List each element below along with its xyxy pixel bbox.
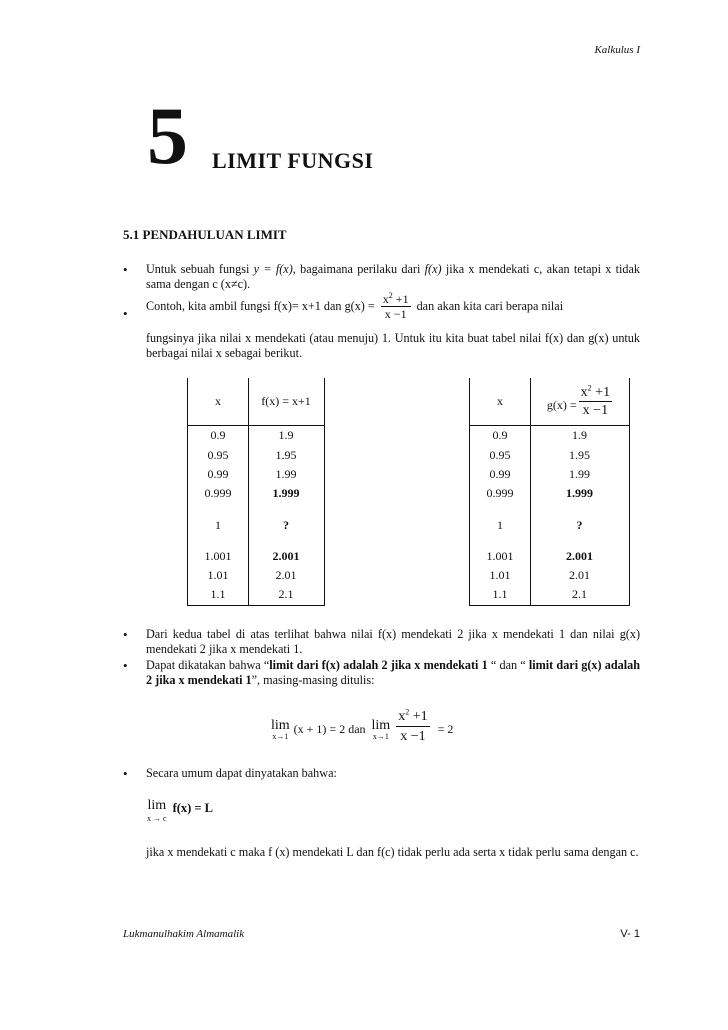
- text-run: jika x mendekati c, akan tetapi x tidak sama dengan c (x≠c).: [146, 262, 641, 291]
- table-header-row: [470, 378, 629, 426]
- table-header-cell: x: [215, 394, 221, 408]
- footer-page-number: V- 1: [620, 928, 640, 940]
- table-row: [188, 445, 324, 465]
- table-cell: 1.999: [566, 485, 593, 500]
- formula-expression: (x + 1) = 2 dan: [293, 722, 366, 736]
- table-cell: 2.1: [278, 586, 294, 601]
- text-run: Dapat dikatakan bahwa “: [146, 658, 270, 672]
- table-cell: 2.1: [572, 586, 587, 601]
- table-cell: 1.01: [207, 567, 229, 582]
- text-run: Contoh, kita ambil fungsi f(x)= x+1 dan g(x) =: [146, 299, 375, 313]
- lim-word: lim: [371, 717, 391, 733]
- table-cell: ?: [576, 517, 583, 532]
- table-cell: 0.95: [489, 447, 511, 462]
- paragraph-example-line: [146, 292, 640, 321]
- table-fx: [187, 378, 325, 606]
- table-cell: 2.001: [566, 549, 593, 563]
- table-row: [188, 426, 324, 445]
- lim-word: lim: [271, 717, 290, 733]
- limit-operator: [372, 719, 391, 741]
- limit-operator: [271, 719, 290, 741]
- fraction-denominator: x −1: [384, 307, 407, 321]
- table-row: [188, 548, 324, 565]
- table-divider: [248, 378, 249, 605]
- text-run: ”, masing-masing ditulis:: [251, 673, 375, 687]
- chapter-title: LIMIT FUNGSI: [212, 148, 374, 173]
- table-divider: [530, 378, 531, 605]
- paragraph-general: Secara umum dapat dinyatakan bahwa:: [146, 766, 337, 780]
- table-cell: 1.001: [486, 549, 514, 563]
- table-row: [470, 565, 629, 585]
- table-cell: 1.9: [572, 428, 587, 442]
- table-row: [188, 585, 324, 603]
- fraction-gx: [381, 292, 411, 321]
- table-cell: ?: [283, 517, 289, 532]
- table-row: [470, 445, 629, 465]
- paragraph-conclusion: jika x mendekati c maka f (x) mendekati L dan f(c) tidak perlu ada serta x tidak perlu sama dengan c.: [146, 845, 639, 859]
- table-row: [470, 426, 629, 445]
- table-header-cell: [530, 384, 629, 419]
- lim-subscript: x → c: [147, 814, 167, 823]
- table-body: [188, 426, 324, 603]
- table-cell: 0.9: [492, 428, 508, 442]
- limit-operator: [147, 799, 167, 823]
- text-run: dan akan kita cari berapa nilai: [416, 299, 564, 313]
- lim-subscript: x→1: [272, 731, 289, 741]
- section-title: 5.1 PENDAHULUAN LIMIT: [123, 227, 287, 242]
- bullet-marker: •: [123, 658, 128, 673]
- table-cell: 1.99: [569, 467, 590, 481]
- running-header: Kalkulus I: [594, 44, 640, 56]
- footer-author: Lukmanulhakim Almamalik: [123, 928, 245, 940]
- table-cell: 1.1: [492, 586, 508, 601]
- table-cell: 1.999: [272, 485, 300, 500]
- table-row: [188, 502, 324, 548]
- text-italic: y = f(x): [253, 262, 293, 276]
- table-cell: 1: [215, 517, 221, 532]
- table-cell: 1.1: [210, 586, 226, 601]
- table-row: [188, 484, 324, 502]
- table-header-cell: f(x) = x+1: [261, 394, 311, 408]
- table-cell: 1.95: [275, 447, 297, 462]
- formula-result: = 2: [437, 722, 454, 736]
- paragraph-observation: Dari kedua tabel di atas terlihat bahwa nilai f(x) mendekati 2 jika x mendekati 1 dan nilai g(x) mendekati 2 jika x mendekati 1.: [146, 627, 640, 656]
- formula-general-limit: [147, 799, 213, 823]
- table-row: [470, 465, 629, 484]
- fraction-numerator: $x^2 +1$: [580, 383, 611, 400]
- bullet-marker: •: [123, 627, 128, 642]
- table-gx: [469, 378, 630, 606]
- table-cell: 2.01: [569, 567, 590, 582]
- table-row: [470, 502, 629, 548]
- table-cell: 0.999: [486, 485, 514, 500]
- bullet-marker: •: [123, 306, 128, 321]
- table-row: [470, 585, 629, 603]
- fraction-gx-formula: [396, 707, 429, 746]
- table-cell: 0.9: [210, 428, 226, 442]
- text-bold: limit dari f(x) adalah 2 jika x mendekati 1: [269, 658, 488, 672]
- gx-label: g(x) =: [546, 398, 577, 412]
- table-cell: 2.001: [272, 549, 300, 563]
- table-cell: 2.01: [275, 567, 297, 582]
- table-header-row: [188, 378, 324, 426]
- table-cell: 1.95: [569, 447, 590, 462]
- fraction-numerator: $x^2 +1$: [382, 291, 409, 306]
- table-cell: 1.01: [489, 567, 511, 582]
- table-cell: 1: [497, 517, 503, 532]
- table-row: [470, 548, 629, 565]
- table-cell: 0.99: [207, 467, 229, 481]
- table-row: [188, 565, 324, 585]
- table-cell: 1.9: [278, 428, 294, 442]
- bullet-marker: •: [123, 262, 128, 277]
- text-run: , bagaimana perilaku dari: [292, 262, 425, 276]
- paragraph-intro: [146, 262, 640, 292]
- table-cell: 1.99: [275, 467, 297, 481]
- bullet-marker: •: [123, 766, 128, 781]
- table-header-cell: x: [497, 394, 503, 408]
- table-body: [470, 426, 629, 603]
- table-cell: 1.001: [204, 549, 232, 563]
- table-cell: 0.99: [489, 467, 511, 481]
- text-run: “ dan “: [487, 658, 529, 672]
- lim-word: lim: [147, 798, 167, 813]
- formula-expression: f(x) = L: [172, 801, 214, 815]
- paragraph-definition: [146, 658, 640, 688]
- lim-subscript: x→1: [372, 731, 389, 741]
- text-run: Untuk sebuah fungsi: [146, 262, 254, 276]
- formula-limits: [271, 707, 453, 746]
- text-italic: f(x): [424, 262, 442, 276]
- table-row: [470, 484, 629, 502]
- fraction-gx-header: [579, 384, 612, 419]
- paragraph-example-cont: fungsinya jika nilai x mendekati (atau menuju) 1. Untuk itu kita buat tabel nilai f(x) dan g(x) untuk berbagai nilai x sebagai berikut.: [146, 331, 640, 360]
- fraction-denominator: x −1: [400, 729, 426, 744]
- fraction-numerator: $x^2 +1$: [396, 707, 429, 727]
- table-cell: 0.95: [207, 447, 229, 462]
- table-row: [188, 465, 324, 484]
- fraction-denominator: x −1: [582, 403, 609, 418]
- text-bold: limit dari g(x) adalah 2 jika x mendekati 1: [146, 658, 640, 687]
- chapter-number: 5: [147, 90, 188, 181]
- table-cell: 0.999: [204, 485, 232, 500]
